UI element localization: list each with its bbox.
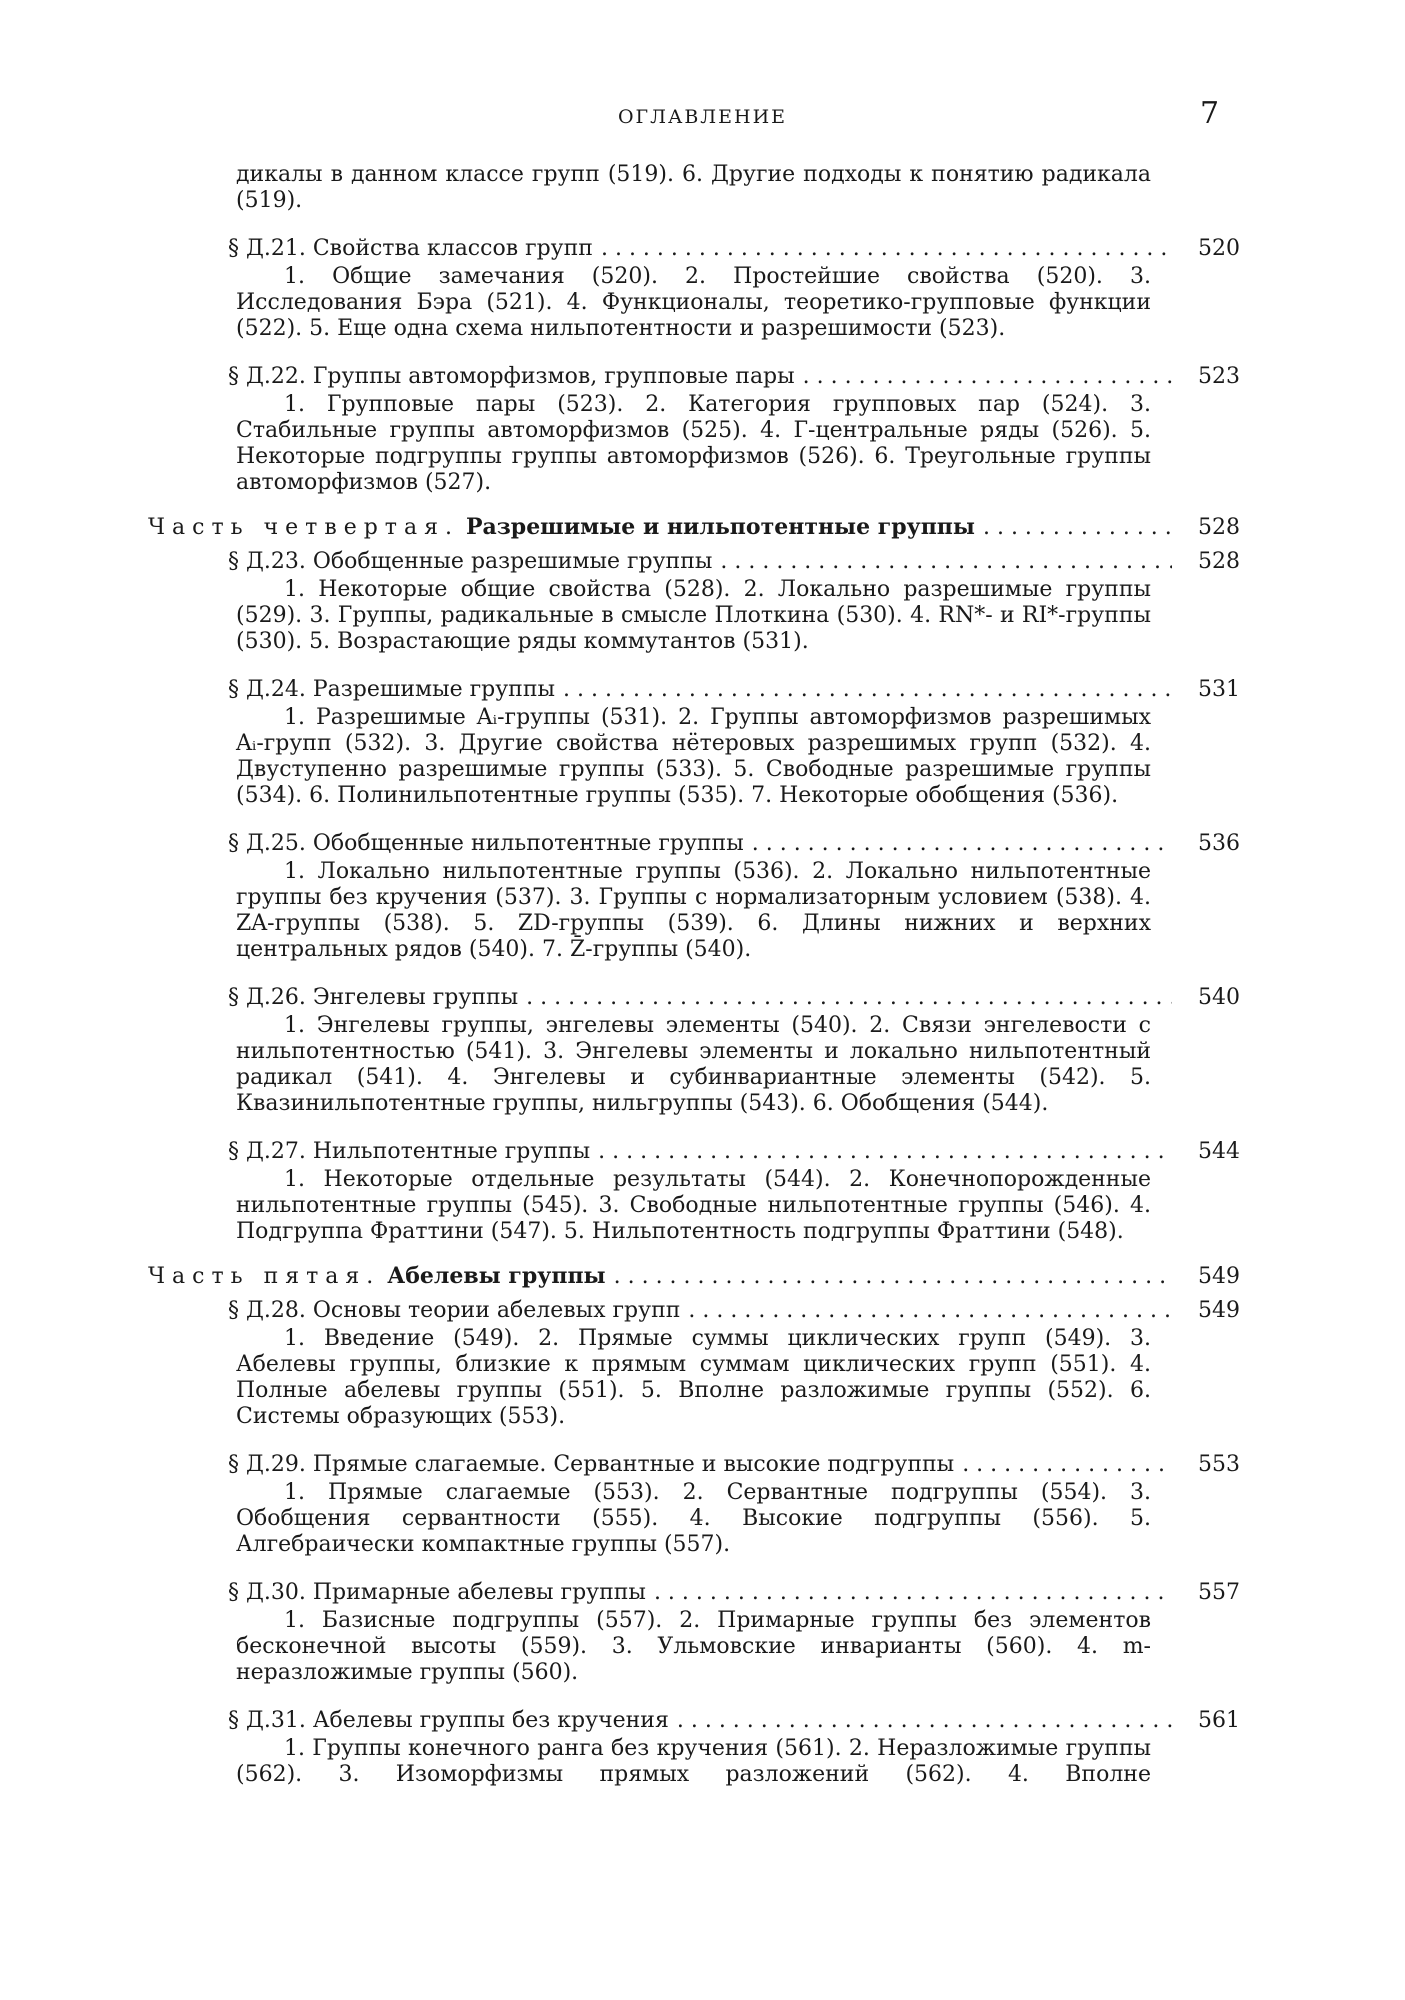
toc-page-number: 544 (1198, 1139, 1240, 1164)
dot-leader (803, 364, 1172, 390)
section-title: § Д.28. Основы теории абелевых групп (228, 1298, 681, 1323)
section-title: § Д.21. Свойства классов групп (228, 236, 593, 261)
section-contents: 1. Общие замечания (520). 2. Простейшие свойства (520). 3. Исследования Бэра (521). 4. Функционалы, теоретико-групповые функции (522). 5. Еще одна схема нильпотентности и разрешимости (523). (236, 264, 1151, 341)
toc-page-number: 540 (1198, 985, 1240, 1010)
toc-part-row[interactable] (148, 1263, 1240, 1290)
toc-entries (148, 236, 1240, 1788)
toc-section-row[interactable] (228, 1139, 1240, 1165)
running-head: ОГЛАВЛЕНИЕ (617, 106, 788, 128)
section-title: § Д.24. Разрешимые группы (228, 677, 556, 702)
dot-leader (614, 1264, 1172, 1290)
section-title: § Д.27. Нильпотентные группы (228, 1139, 591, 1164)
toc-section-row[interactable] (228, 236, 1240, 262)
page-number: 7 (1200, 96, 1220, 131)
toc-page-number: 561 (1198, 1708, 1240, 1733)
toc-section-row[interactable] (228, 1452, 1240, 1478)
toc-page-number: 520 (1198, 236, 1240, 261)
continuation-paragraph: дикалы в данном классе групп (519). 6. Другие подходы к понятию радикала (519). (236, 162, 1151, 213)
toc-section-row[interactable] (228, 364, 1240, 390)
section-contents: 1. Локально нильпотентные группы (536). 2. Локально нильпотентные группы без кручения (537). 3. Группы с нормализаторным условием (538). 4. ZA-группы (538). 5. ZD-группы (539). 6. Длины нижних и верхних центральных рядов (540). 7. Z̄-группы (540). (236, 859, 1151, 962)
section-contents: 1. Базисные подгруппы (557). 2. Примарные группы без элементов бесконечной высоты (559). 3. Ульмовские инварианты (560). 4. m-неразложимые группы (560). (236, 1608, 1151, 1685)
dot-leader (962, 1452, 1172, 1478)
dot-leader (601, 236, 1172, 262)
toc-page-number: 523 (1198, 364, 1240, 389)
toc-part-row[interactable] (148, 514, 1240, 541)
section-title: § Д.29. Прямые слагаемые. Сервантные и высокие подгруппы (228, 1452, 955, 1477)
toc-section-row[interactable] (228, 1580, 1240, 1606)
table-of-contents (148, 160, 1240, 1788)
toc-section-row[interactable] (228, 677, 1240, 703)
dot-leader (983, 515, 1172, 541)
dot-leader (752, 831, 1172, 857)
toc-page-number: 553 (1198, 1452, 1240, 1477)
toc-page-number: 549 (1198, 1298, 1240, 1323)
section-title: § Д.22. Группы автоморфизмов, групповые пары (228, 364, 795, 389)
section-contents: 1. Энгелевы группы, энгелевы элементы (540). 2. Связи энгелевости с нильпотентностью (541). 3. Энгелевы элементы и локально нильпотентный радикал (541). 4. Энгелевы и субинвариантные элементы (542). 5. Квазинильпотентные группы, нильгруппы (543). 6. Обобщения (544). (236, 1013, 1151, 1116)
toc-section-row[interactable] (228, 1708, 1240, 1734)
toc-section-row[interactable] (228, 1298, 1240, 1324)
toc-page-number: 557 (1198, 1580, 1240, 1605)
toc-page-number: 528 (1198, 549, 1240, 574)
part-title: Разрешимые и нильпотентные группы (465, 514, 975, 540)
dot-leader (654, 1580, 1172, 1606)
section-title: § Д.30. Примарные абелевы группы (228, 1580, 646, 1605)
dot-leader (677, 1708, 1172, 1734)
part-prefix: Часть пятая. (148, 1264, 381, 1289)
section-contents: 1. Введение (549). 2. Прямые суммы циклических групп (549). 3. Абелевы группы, близкие к прямым суммам циклических групп (551). 4. Полные абелевы группы (551). 5. Вполне разложимые группы (552). 6. Системы образующих (553). (236, 1326, 1151, 1429)
toc-section-row[interactable] (228, 985, 1240, 1011)
section-title: § Д.25. Обобщенные нильпотентные группы (228, 831, 744, 856)
section-title: § Д.31. Абелевы группы без кручения (228, 1708, 669, 1733)
section-contents: 1. Разрешимые Aᵢ-группы (531). 2. Группы автоморфизмов разрешимых Aᵢ-групп (532). 3. Другие свойства нётеровых разрешимых групп (532). 4. Двуступенно разрешимые группы (533). 5. Свободные разрешимые группы (534). 6. Полинильпотентные группы (535). 7. Некоторые обобщения (536). (236, 705, 1151, 808)
dot-leader (526, 985, 1172, 1011)
section-title: § Д.23. Обобщенные разрешимые группы (228, 549, 713, 574)
toc-section-row[interactable] (228, 549, 1240, 575)
toc-page-number: 549 (1198, 1264, 1240, 1289)
toc-page-number: 531 (1198, 677, 1240, 702)
section-contents: 1. Прямые слагаемые (553). 2. Сервантные подгруппы (554). 3. Обобщения сервантности (555). 4. Высокие подгруппы (556). 5. Алгебраически компактные группы (557). (236, 1480, 1151, 1557)
toc-section-row[interactable] (228, 831, 1240, 857)
toc-page-number: 528 (1198, 515, 1240, 540)
section-title: § Д.26. Энгелевы группы (228, 985, 519, 1010)
dot-leader (720, 549, 1172, 575)
section-contents: 1. Групповые пары (523). 2. Категория групповых пар (524). 3. Стабильные группы автоморфизмов (525). 4. Г-центральные ряды (526). 5. Некоторые подгруппы группы автоморфизмов (526). 6. Треугольные группы автоморфизмов (527). (236, 392, 1151, 495)
dot-leader (563, 677, 1172, 703)
part-prefix: Часть четвертая. (148, 515, 459, 540)
toc-page-number: 536 (1198, 831, 1240, 856)
dot-leader (598, 1139, 1172, 1165)
dot-leader (688, 1298, 1172, 1324)
section-contents: 1. Некоторые общие свойства (528). 2. Локально разрешимые группы (529). 3. Группы, радикальные в смысле Плоткина (530). 4. RN*- и RI*-группы (530). 5. Возрастающие ряды коммутантов (531). (236, 577, 1151, 654)
section-contents: 1. Некоторые отдельные результаты (544). 2. Конечнопорожденные нильпотентные группы (545). 3. Свободные нильпотентные группы (546). 4. Подгруппа Фраттини (547). 5. Нильпотентность подгруппы Фраттини (548). (236, 1167, 1151, 1244)
section-contents: 1. Группы конечного ранга без кручения (561). 2. Неразложимые группы (562). 3. Изоморфизмы прямых разложений (562). 4. Вполне (236, 1736, 1151, 1787)
part-title: Абелевы группы (387, 1263, 606, 1289)
